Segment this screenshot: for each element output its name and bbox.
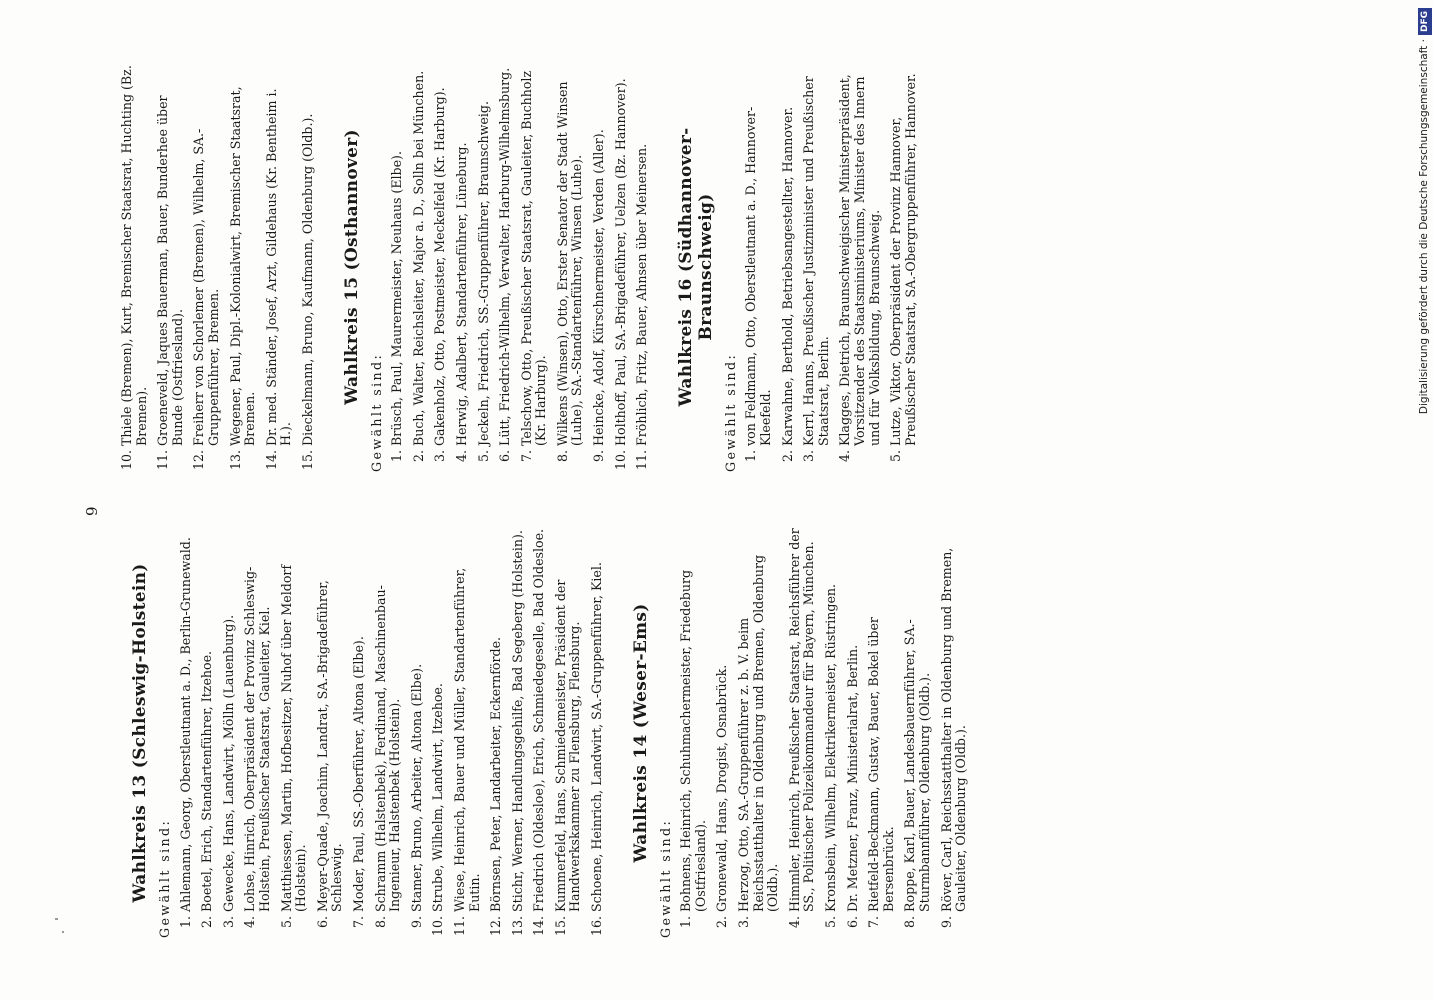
candidate-entry	[229, 62, 258, 472]
entry-text: Bohnens, Heinrich, Schuhmachermeister, Friedeburg (Ostfriesland).	[678, 569, 708, 912]
entry-text: Lohse, Hinrich, Oberpräsident der Provinz Schleswig-Holstein, Preußischer Staatsrat, Gauleiter, Kiel.	[242, 566, 272, 912]
candidate-list	[744, 62, 918, 472]
entry-text: Telschow, Otto, Preußischer Staatsrat, Gauleiter, Buchholz (Kr. Harburg).	[518, 70, 549, 446]
entry-number: 4.	[242, 916, 258, 929]
entry-number: 10.	[612, 450, 628, 471]
candidate-entry	[635, 62, 650, 472]
entry-number: 2.	[410, 450, 426, 463]
entry-text: Stamer, Bruno, Arbeiter, Altona (Elbe).	[408, 663, 424, 912]
candidate-entry	[453, 528, 482, 938]
entry-number: 15.	[299, 450, 315, 471]
entry-text: Holthoff, Paul, SA.-Brigadeführer, Uelzen (Bz. Hannover).	[612, 78, 628, 446]
entry-text: Klagges, Dietrich, Braunschweigischer Ministerpräsident, Vorsitzender des Staatsministeriums, Minister des Innern und für Volksbildung, Braunschweig.	[837, 74, 882, 446]
entry-number: 3.	[736, 916, 752, 929]
entry-text: Röver, Carl, Reichsstatthalter in Oldenburg und Bremen, Gauleiter, Oldenburg (Oldb.).	[938, 547, 969, 912]
entry-text: Meyer-Quade, Joachim, Landrat, SA.-Brigadeführer, Schleswig.	[314, 580, 345, 912]
candidate-entry	[374, 528, 403, 938]
candidate-entry	[477, 62, 492, 472]
entry-number: 1.	[743, 450, 759, 463]
entry-number: 8.	[554, 450, 570, 463]
candidate-entry	[838, 62, 882, 472]
candidate-entry	[120, 62, 149, 472]
entry-text: Stichr, Werner, Handlungsgehilfe, Bad Segeberg (Holstein).	[509, 530, 525, 912]
entry-text: Kummerfeld, Hans, Schmiedemeister, Präsident der Handwerkskammer zu Flensburg, Flensburg.	[552, 579, 583, 912]
candidate-entry	[737, 528, 781, 938]
entry-text: von Feldmann, Otto, Oberstleutnant a. D., Hannover-Kleefeld.	[743, 106, 774, 446]
entry-text: Gronewald, Hans, Drogist, Osnabrück.	[714, 664, 730, 912]
entry-number: 4.	[786, 916, 802, 929]
entry-text: Moder, Paul, SS.-Oberführer, Altona (Elbe).	[350, 636, 366, 912]
entry-number: 9.	[408, 916, 424, 929]
candidate-entry	[156, 62, 185, 472]
scan-speck	[55, 918, 58, 920]
candidate-entry	[824, 528, 839, 938]
left-column	[120, 528, 976, 938]
candidate-entry	[352, 528, 367, 938]
candidate-entry	[744, 62, 773, 472]
entry-number: 3.	[432, 450, 448, 463]
entry-number: 13.	[509, 916, 525, 937]
candidate-entry	[431, 528, 446, 938]
entry-number: 12.	[488, 916, 504, 937]
scan-speck	[62, 931, 64, 933]
candidate-entry	[520, 62, 549, 472]
entry-number: 2.	[714, 916, 730, 929]
candidate-list	[120, 62, 316, 472]
entry-number: 1.	[678, 916, 694, 929]
entry-number: 9.	[591, 450, 607, 463]
candidate-entry	[412, 62, 427, 472]
section-title: Wahlkreis 14 (Weser-Ems)	[630, 603, 651, 863]
candidate-entry	[556, 62, 585, 472]
right-column	[120, 62, 925, 472]
entry-text: Thiele (Bremen), Kurt, Bremischer Staatsrat, Huchting (Bz. Bremen).	[119, 65, 149, 446]
candidate-entry	[280, 528, 309, 938]
entry-text: Herzog, Otto, SA.-Gruppenführer z. b. V. beim Reichsstatthalter in Oldenburg und Bremen, Oldenburg (Oldb.).	[736, 554, 781, 912]
entry-text: Lütt, Friedrich-Wilhelm, Verwalter, Harburg-Wilhelmsburg.	[497, 67, 513, 446]
entry-number: 2.	[199, 916, 215, 929]
candidate-entry	[590, 528, 605, 938]
entry-text: Wiese, Heinrich, Bauer und Müller, Standartenführer, Eutin.	[451, 567, 482, 912]
entry-text: Kerrl, Hanns, Preußischer Justizminister und Preußischer Staatsrat, Berlin.	[801, 76, 831, 446]
candidate-entry	[940, 528, 969, 938]
section-title: Wahlkreis 15 (Osthannover)	[341, 129, 362, 405]
section-title: Wahlkreis 16 (Südhannover-Braunschweig)	[675, 127, 716, 407]
candidate-entry	[554, 528, 583, 938]
entry-number: 1.	[389, 450, 405, 463]
entry-number: 6.	[844, 916, 860, 929]
section-subtitle: Gewählt sind:	[657, 818, 673, 938]
candidate-entry	[679, 528, 708, 938]
entry-text: Friedrich (Oldesloe), Erich, Schmiedegeselle, Bad Oldesloe.	[531, 528, 547, 912]
candidate-entry	[316, 528, 345, 938]
entry-number: 10.	[119, 450, 134, 471]
entry-number: 5.	[823, 916, 838, 929]
digitization-stamp	[1415, 8, 1433, 993]
candidate-entry	[511, 528, 526, 938]
entry-text: Dr. Metzner, Franz, Ministerialrat, Berlin.	[844, 644, 860, 912]
candidate-entry	[592, 62, 607, 472]
stamp-text: Digitalisierung gefördert durch die Deutsche Forschungsgemeinschaft ·	[1418, 39, 1430, 415]
candidate-entry	[265, 62, 294, 472]
entry-text: Lutze, Viktor, Oberpräsident der Provinz Hannover, Preußischer Staatsrat, SA.-Obergruppenführer, Hannover.	[888, 73, 918, 446]
entry-text: Schoene, Heinrich, Landwirt, SA.-Gruppenführer, Kiel.	[589, 562, 605, 912]
candidate-entry	[715, 528, 730, 938]
candidate-entry	[243, 528, 272, 938]
entry-text: Börnsen, Peter, Landarbeiter, Eckernförde.	[488, 636, 504, 912]
entry-text: Heincke, Adolf, Kürschnermeister, Verden (Aller).	[591, 129, 607, 446]
entry-text: Wegener, Paul, Dipl.-Kolonialwirt, Bremischer Staatsrat, Bremen.	[227, 86, 258, 446]
entry-text: Himmler, Heinrich, Preußischer Staatsrat, Reichsführer der SS., Politischer Polizeikommandeur für Bayern, München.	[786, 528, 817, 912]
candidate-entry	[200, 528, 215, 938]
entry-text: Gakenholz, Otto, Postmeister, Meckelfeld (Kr. Harburg).	[432, 87, 448, 446]
entry-text: Rietfeld-Beckmann, Gustav, Bauer, Bokel über Bersenbrück.	[866, 617, 896, 912]
entry-text: Brüsch, Paul, Maurermeister, Neuhaus (Elbe).	[389, 151, 405, 446]
candidate-entry	[614, 62, 629, 472]
candidate-entry	[889, 62, 918, 472]
entry-text: Gewecke, Hans, Landwirt, Mölln (Lauenburg).	[220, 614, 236, 912]
entry-number: 6.	[497, 450, 513, 463]
candidate-entry	[301, 62, 316, 472]
section-title: Wahlkreis 13 (Schleswig-Holstein)	[130, 563, 150, 903]
entry-number: 5.	[888, 450, 904, 463]
entry-number: 13.	[227, 450, 243, 471]
entry-number: 4.	[453, 450, 469, 463]
entry-number: 11.	[634, 450, 650, 471]
candidate-entry	[192, 62, 221, 472]
entry-number: 8.	[372, 916, 388, 929]
stamp-text-line	[1415, 8, 1433, 993]
candidate-entry	[532, 528, 547, 938]
entry-number: 11.	[451, 916, 467, 937]
entry-number: 3.	[801, 450, 817, 463]
entry-text: Karwahne, Berthold, Betriebsangestellter, Hannover.	[779, 106, 795, 446]
entry-number: 14.	[531, 916, 547, 937]
entry-text: Dr. med. Ständer, Josef, Arzt, Gildehaus (Kr. Bentheim i. H.).	[263, 88, 294, 446]
entry-text: Matthiessen, Martin, Hofbesitzer, Nuhof über Meldorf (Holstein).	[278, 564, 309, 912]
entry-number: 3.	[220, 916, 236, 929]
entry-number: 9.	[938, 916, 954, 929]
entry-number: 4.	[837, 450, 853, 463]
entry-number: 12.	[191, 450, 207, 471]
section-subtitle: Gewählt sind:	[157, 818, 172, 938]
entry-number: 5.	[278, 916, 294, 929]
entry-number: 7.	[518, 450, 534, 463]
entry-number: 11.	[155, 450, 171, 471]
entry-text: Roppe, Karl, Bauer, Landesbauernführer, SA.-Sturmbannführer, Oldenburg (Oldb.).	[902, 619, 932, 912]
entry-text: Dieckelmann, Bruno, Kaufmann, Oldenburg (Oldb.).	[299, 113, 315, 446]
candidate-entry	[222, 528, 237, 938]
entry-text: Fröhlich, Fritz, Bauer, Ahnsen über Meinersen.	[634, 143, 650, 446]
entry-text: Herwig, Adalbert, Standartenführer, Lüneburg.	[453, 142, 469, 446]
section-subtitle: Gewählt sind:	[722, 352, 738, 472]
candidate-entry	[489, 528, 504, 938]
entry-text: Schramm (Halstenbek), Ferdinand, Maschinenbau-Ingenieur, Halstenbek (Holstein).	[372, 585, 403, 912]
entry-text: Jeckeln, Friedrich, SS.-Gruppenführer, Braunschweig.	[475, 101, 491, 446]
candidate-list	[679, 528, 969, 938]
entry-text: Strube, Wilhelm, Landwirt, Itzehoe.	[430, 683, 446, 912]
entry-number: 14.	[263, 450, 279, 471]
entry-number: 1.	[177, 916, 193, 929]
entry-number: 15.	[552, 916, 568, 937]
entry-text: Kronsbein, Wilhelm, Elektrikermeister, Rüstringen.	[823, 583, 838, 912]
candidate-list	[179, 528, 605, 938]
candidate-entry	[788, 528, 817, 938]
candidate-entry	[781, 62, 796, 472]
entry-number: 16.	[589, 916, 605, 937]
dfg-logo-icon: DFG	[1418, 8, 1432, 35]
entry-number: 7.	[866, 916, 882, 929]
entry-text: Freiherr von Schorlemer (Bremen), Wilhelm, SA.-Gruppenführer, Bremen.	[191, 128, 221, 446]
entry-number: 5.	[475, 450, 491, 463]
page-number: 6	[82, 506, 100, 516]
candidate-entry	[410, 528, 425, 938]
candidate-entry	[455, 62, 470, 472]
candidate-entry	[498, 62, 513, 472]
entry-text: Buch, Walter, Reichsleiter, Major a. D., Solln bei München.	[410, 70, 426, 446]
candidate-entry	[802, 62, 831, 472]
entry-text: Ahlemann, Georg, Oberstleutnant a. D., Berlin-Grunewald.	[177, 537, 193, 912]
candidate-entry	[433, 62, 448, 472]
entry-number: 7.	[350, 916, 366, 929]
entry-text: Wilkens (Winsen), Otto, Erster Senator der Stadt Winsen (Luhe), SA.-Standartenführer, Winsen (Luhe).	[554, 81, 585, 446]
section-subtitle: Gewählt sind:	[368, 352, 384, 472]
candidate-entry	[903, 528, 932, 938]
candidate-entry	[390, 62, 405, 472]
entry-number: 10.	[430, 916, 446, 937]
candidate-entry	[867, 528, 896, 938]
entry-text: Groeneveld, Jaques Bauerman, Bauer, Bunderhee über Bunde (Ostfriesland).	[155, 95, 185, 446]
candidate-list	[390, 62, 650, 472]
entry-text: Boetel, Erich, Standartenführer, Itzehoe.	[199, 650, 215, 912]
entry-number: 2.	[779, 450, 795, 463]
candidate-entry	[179, 528, 194, 938]
entry-number: 8.	[902, 916, 918, 929]
entry-number: 6.	[314, 916, 330, 929]
candidate-entry	[846, 528, 861, 938]
